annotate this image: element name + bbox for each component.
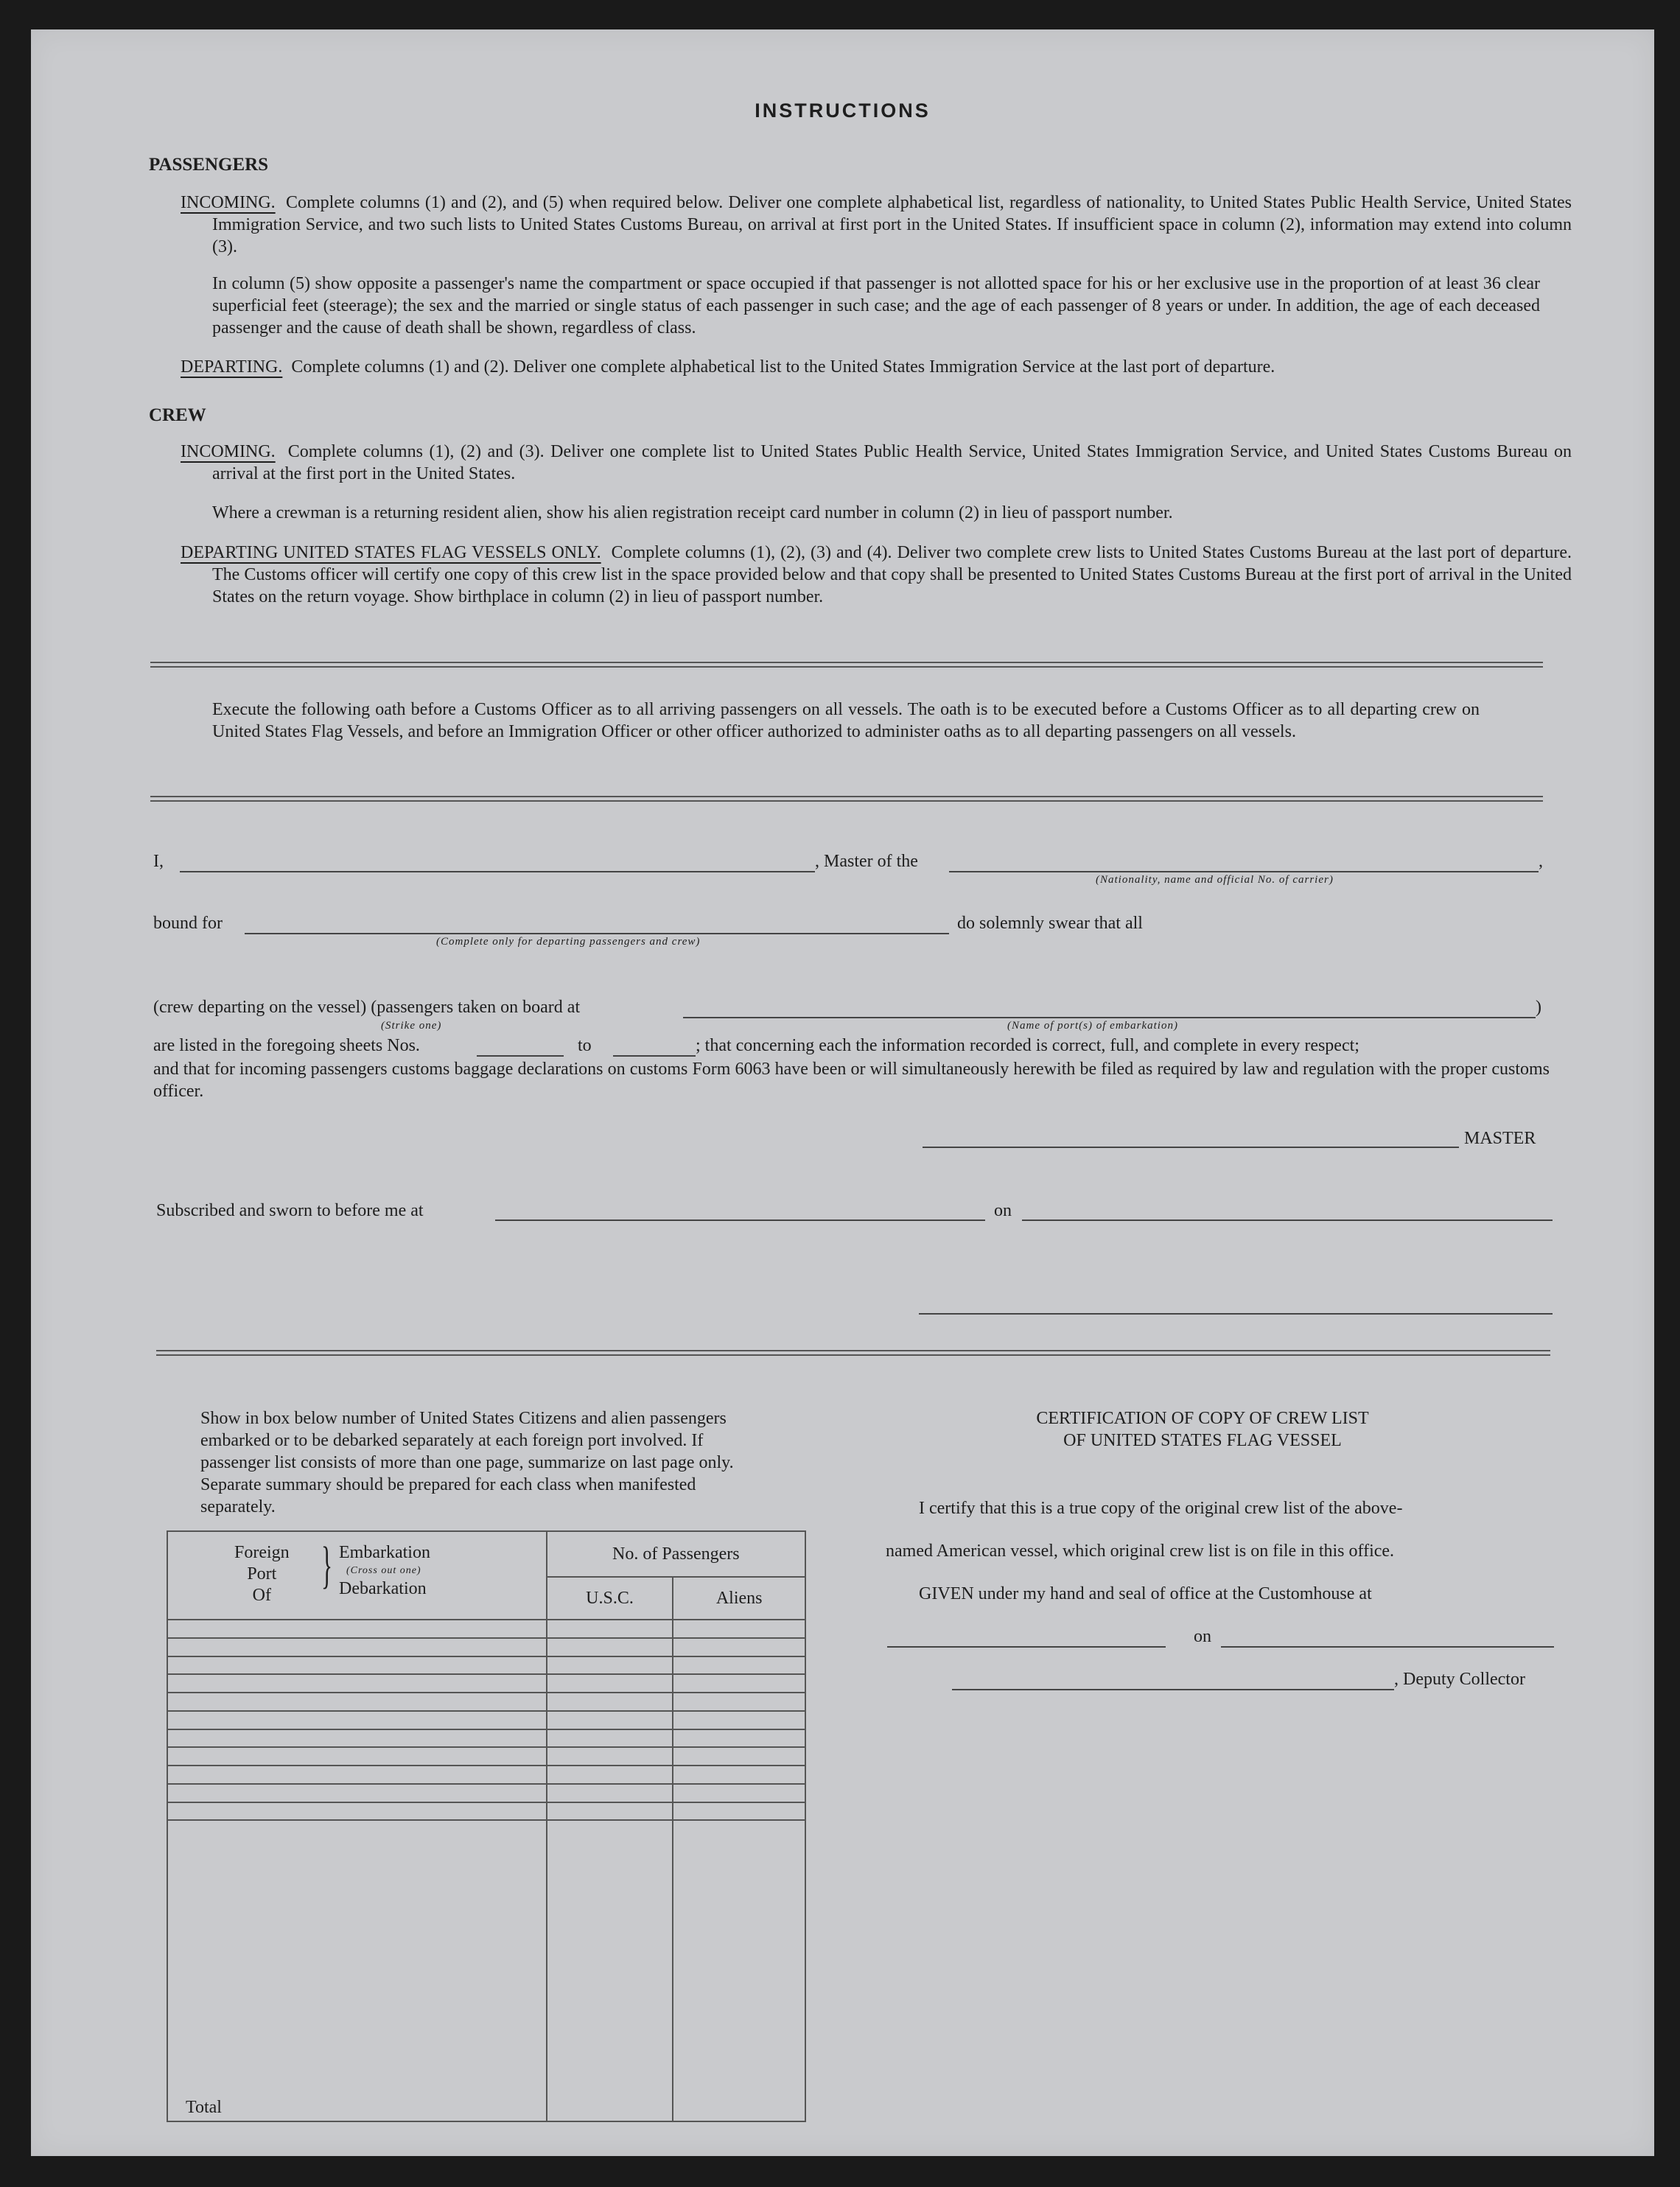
table-row xyxy=(167,1693,805,1711)
aliens-cell[interactable] xyxy=(673,1802,805,1821)
no-passengers-header: No. of Passengers xyxy=(547,1531,805,1577)
table-row xyxy=(167,1729,805,1748)
listed-label: are listed in the foregoing sheets Nos. xyxy=(153,1036,420,1055)
port-cell[interactable] xyxy=(167,1802,547,1821)
crew-departing-label: (crew departing on the vessel) (passengers taken on board at xyxy=(153,998,581,1017)
divider-3 xyxy=(156,1350,1550,1351)
aliens-cell[interactable] xyxy=(673,1784,805,1802)
aliens-header: Aliens xyxy=(673,1577,805,1620)
form-sheet xyxy=(31,29,1654,2156)
certify-line-2: named American vessel, which original crew list is on file in this office. xyxy=(886,1542,1395,1561)
port-cell[interactable] xyxy=(167,1747,547,1766)
usc-cell[interactable] xyxy=(547,1674,673,1693)
total-usc-cell[interactable] xyxy=(547,1820,673,2121)
port-cell[interactable] xyxy=(167,1784,547,1802)
master-name-field[interactable] xyxy=(180,871,815,872)
oath-i-label: I, xyxy=(153,852,164,871)
table-row xyxy=(167,1656,805,1675)
passengers-heading: PASSENGERS xyxy=(149,155,269,175)
page-title: INSTRUCTIONS xyxy=(755,99,931,122)
subscribed-label: Subscribed and sworn to before me at xyxy=(156,1201,424,1220)
usc-cell[interactable] xyxy=(547,1693,673,1711)
sworn-on-label: on xyxy=(994,1201,1012,1220)
certify-line-1: I certify that this is a true copy of the original crew list of the above- xyxy=(919,1499,1403,1518)
divider-1 xyxy=(150,662,1543,663)
carrier-comma: , xyxy=(1539,852,1543,871)
divider-2 xyxy=(150,796,1543,797)
table-row xyxy=(167,1747,805,1766)
deputy-signature-field[interactable] xyxy=(952,1689,1394,1690)
officer-signature-field[interactable] xyxy=(919,1313,1553,1315)
sworn-date-field[interactable] xyxy=(1022,1220,1553,1221)
usc-cell[interactable] xyxy=(547,1802,673,1821)
brace-icon: } xyxy=(321,1537,333,1594)
table-row xyxy=(167,1711,805,1729)
port-cell[interactable] xyxy=(167,1674,547,1693)
total-aliens-cell[interactable] xyxy=(673,1820,805,2121)
port-header-cell xyxy=(167,1531,547,1620)
usc-cell[interactable] xyxy=(547,1711,673,1729)
listed-text: ; that concerning each the information recorded is correct, full, and complete in every respect; xyxy=(696,1036,1359,1055)
table-row xyxy=(167,1766,805,1784)
bound-caption: (Complete only for departing passengers and crew) xyxy=(436,936,701,948)
table-row xyxy=(167,1802,805,1821)
passengers-departing-text: Complete columns (1) and (2). Deliver one complete alphabetical list to the United States Immigration Service at the last port of departure. xyxy=(291,357,1275,377)
crew-heading: CREW xyxy=(149,405,206,425)
aliens-cell[interactable] xyxy=(673,1620,805,1638)
port-cell[interactable] xyxy=(167,1711,547,1729)
aliens-cell[interactable] xyxy=(673,1693,805,1711)
aliens-cell[interactable] xyxy=(673,1747,805,1766)
swear-label: do solemnly swear that all xyxy=(957,914,1143,933)
customhouse-field[interactable] xyxy=(887,1646,1166,1648)
ports-caption: (Name of port(s) of embarkation) xyxy=(1007,1020,1178,1032)
crew-departing-label: DEPARTING UNITED STATES FLAG VESSELS ONLY. xyxy=(181,543,601,562)
passengers-column5-paragraph: In column (5) show opposite a passenger's name the compartment or space occupied if that passenger is not allotted space for his or her exclusive use in the proportion of at least 36 clear superficial feet (steerage); the sex and the married or single status of each passenger in such case; and the age of each passenger of 8 years or under. In addition, the age of each deceased passenger and the cause of death shall be shown, regardless of class. xyxy=(212,274,1540,337)
usc-cell[interactable] xyxy=(547,1766,673,1784)
cert-date-field[interactable] xyxy=(1221,1646,1554,1648)
aliens-cell[interactable] xyxy=(673,1674,805,1693)
embark-debark xyxy=(339,1542,430,1600)
certification-heading xyxy=(871,1407,1534,1452)
debarkation-label: Debarkation xyxy=(339,1579,427,1598)
usc-header: U.S.C. xyxy=(547,1577,673,1620)
passenger-summary-table xyxy=(167,1530,806,2122)
listed-to-label: to xyxy=(578,1036,592,1055)
deputy-label: , Deputy Collector xyxy=(1394,1670,1525,1689)
sworn-location-field[interactable] xyxy=(495,1220,985,1221)
embarkation-ports-field[interactable] xyxy=(683,1017,1536,1018)
crew-resident-paragraph: Where a crewman is a returning resident alien, show his alien registration receipt card number in column (2) in lieu of passport number. xyxy=(212,503,1173,522)
cross-out-caption: (Cross out one) xyxy=(346,1565,421,1576)
summary-instructions: Show in box below number of United States Citizens and alien passengers embarked or to be debarked separately at each foreign port involved. If passenger list consists of more than one page, summarize on last page only. Separate summary should be prepared for each class when manifested separately. xyxy=(200,1409,734,1516)
close-paren: ) xyxy=(1536,998,1541,1017)
port-cell[interactable] xyxy=(167,1766,547,1784)
given-line: GIVEN under my hand and seal of office at the Customhouse at xyxy=(919,1584,1372,1603)
passengers-incoming-paragraph xyxy=(181,192,1572,258)
foreign-port-of xyxy=(234,1542,290,1606)
sheet-to-field[interactable] xyxy=(613,1055,696,1057)
aliens-cell[interactable] xyxy=(673,1638,805,1656)
aliens-cell[interactable] xyxy=(673,1711,805,1729)
port-cell[interactable] xyxy=(167,1638,547,1656)
oath-instructions: Execute the following oath before a Customs Officer as to all arriving passengers on all vessels. The oath is to be executed before a Customs Officer as to all departing crew on United States Flag Vessels, and before an Immigration Officer or other officer authorized to administer oaths as to all departing passengers on all vessels. xyxy=(212,700,1480,741)
bound-for-field[interactable] xyxy=(245,933,949,934)
of-label: Of xyxy=(252,1586,271,1605)
usc-cell[interactable] xyxy=(547,1620,673,1638)
port-cell[interactable] xyxy=(167,1656,547,1675)
bound-for-label: bound for xyxy=(153,914,223,933)
passengers-departing-paragraph xyxy=(181,356,1540,378)
port-label: Port xyxy=(247,1564,277,1584)
usc-cell[interactable] xyxy=(547,1638,673,1656)
table-row xyxy=(167,1638,805,1656)
port-cell[interactable] xyxy=(167,1620,547,1638)
passengers-departing-label: DEPARTING. xyxy=(181,357,283,377)
usc-cell[interactable] xyxy=(547,1747,673,1766)
foreign-label: Foreign xyxy=(234,1543,290,1562)
table-row xyxy=(167,1784,805,1802)
crew-incoming-label: INCOMING. xyxy=(181,442,276,461)
master-signature-field[interactable] xyxy=(923,1147,1459,1148)
aliens-cell[interactable] xyxy=(673,1766,805,1784)
port-cell[interactable] xyxy=(167,1693,547,1711)
usc-cell[interactable] xyxy=(547,1784,673,1802)
certification-heading-line2: OF UNITED STATES FLAG VESSEL xyxy=(1063,1431,1342,1450)
total-label: Total xyxy=(167,1820,547,2121)
crew-departing-text: Complete columns (1), (2), (3) and (4). Deliver two complete crew lists to United States Customs Bureau at the last port of departure. The Customs officer will certify one copy of this crew list in the space provided below and that copy shall be presented to United States Customs Bureau at the first port of arrival in the United States on the return voyage. Show birthplace in column (2) in lieu of passport number. xyxy=(212,543,1572,606)
port-cell[interactable] xyxy=(167,1729,547,1748)
embarkation-label: Embarkation xyxy=(339,1543,430,1562)
master-of-label: , Master of the xyxy=(815,852,918,871)
baggage-paragraph: and that for incoming passengers customs baggage declarations on customs Form 6063 have been or will simultaneously herewith be filed as required by law and regulation with the proper customs officer. xyxy=(153,1060,1550,1101)
carrier-caption: (Nationality, name and official No. of carrier) xyxy=(1096,874,1334,886)
usc-cell[interactable] xyxy=(547,1656,673,1675)
carrier-field[interactable] xyxy=(949,871,1539,872)
strike-caption: (Strike one) xyxy=(381,1020,442,1032)
total-row xyxy=(167,1820,805,2121)
master-label: MASTER xyxy=(1464,1129,1536,1148)
table-row xyxy=(167,1620,805,1638)
crew-incoming-text: Complete columns (1), (2) and (3). Deliver one complete list to United States Public Health Service, United States Immigration Service, and United States Customs Bureau on arrival at the first port in the United States. xyxy=(212,442,1572,483)
aliens-cell[interactable] xyxy=(673,1729,805,1748)
passengers-incoming-label: INCOMING. xyxy=(181,193,276,212)
certification-heading-line1: CERTIFICATION OF COPY OF CREW LIST xyxy=(1036,1409,1369,1428)
aliens-cell[interactable] xyxy=(673,1656,805,1675)
passengers-incoming-text: Complete columns (1) and (2), and (5) when required below. Deliver one complete alphabetical list, regardless of nationality, to United States Public Health Service, United States Immigration Service, and two such lists to United States Customs Bureau, on arrival at first port in the United States. If insufficient space in column (2), information may extend into column (3). xyxy=(212,193,1572,256)
cert-on-label: on xyxy=(1194,1627,1211,1646)
crew-departing-paragraph xyxy=(181,542,1572,608)
crew-incoming-paragraph xyxy=(181,441,1572,485)
sheet-from-field[interactable] xyxy=(477,1055,564,1057)
usc-cell[interactable] xyxy=(547,1729,673,1748)
table-row xyxy=(167,1674,805,1693)
